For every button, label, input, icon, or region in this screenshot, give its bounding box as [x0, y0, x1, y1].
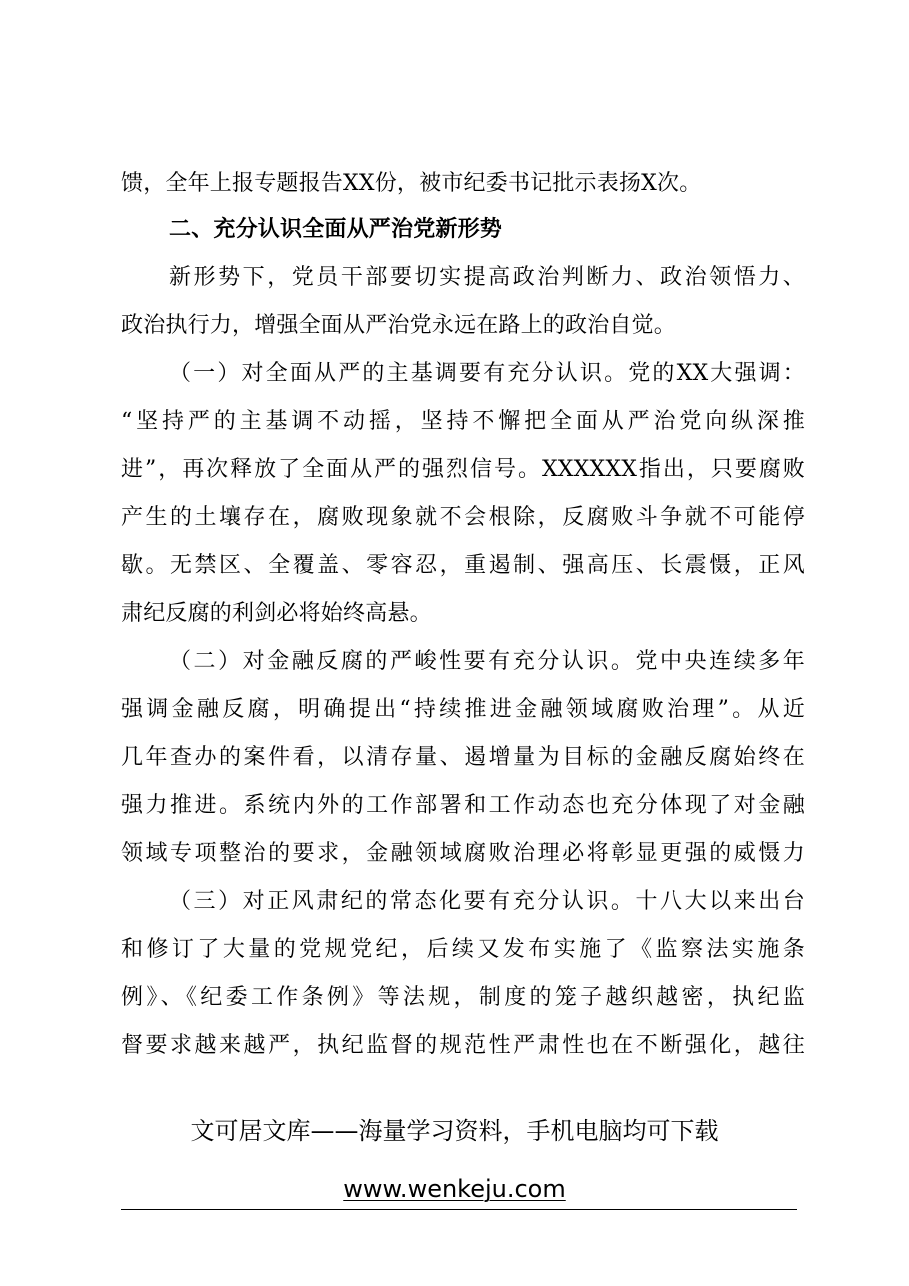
body-line: 馈，全年上报专题报告XX份，被市纪委书记批示表扬X次。 [121, 171, 702, 196]
body-line: 歇。无禁区、全覆盖、零容忍，重遏制、强高压、长震慑，正风 [121, 553, 805, 578]
body-line: （三）对正风肃纪的常态化要有充分认识。十八大以来出台 [169, 889, 805, 914]
body-line: 督要求越来越严，执纪监督的规范性严肃性也在不断强化，越往 [121, 1033, 805, 1058]
body-line: 例》、《纪委工作条例》等法规，制度的笼子越织越密，执纪监 [121, 985, 805, 1010]
body-line: 新形势下，党员干部要切实提高政治判断力、政治领悟力、 [169, 265, 805, 290]
body-line: “坚持严的主基调不动摇，坚持不懈把全面从严治党向纵深推 [121, 409, 805, 434]
footer-url-link[interactable]: www.wenkeju.com [343, 1175, 566, 1203]
body-line: 和修订了大量的党规党纪，后续又发布实施了《监察法实施条 [121, 937, 805, 962]
body-line: 几年查办的案件看，以清存量、遏增量为目标的金融反腐始终在 [121, 745, 805, 770]
body-line: 肃纪反腐的利剑必将始终高悬。 [121, 601, 432, 626]
body-line: 产生的土壤存在，腐败现象就不会根除，反腐败斗争就不可能停 [121, 505, 805, 530]
body-line: 强调金融反腐，明确提出“持续推进金融领域腐败治理”。从近 [121, 697, 805, 722]
body-line: 领域专项整治的要求，金融领域腐败治理必将彰显更强的威慑力 [121, 841, 805, 866]
body-line: 政治执行力，增强全面从严治党永远在路上的政治自觉。 [121, 313, 677, 338]
body-line: 强力推进。系统内外的工作部署和工作动态也充分体现了对金融 [121, 793, 805, 818]
body-line: 进”，再次释放了全面从严的强烈信号。XXXXXX指出，只要腐败 [121, 457, 805, 482]
body-line: （二）对金融反腐的严峻性要有充分认识。党中央连续多年 [169, 649, 805, 674]
section-heading: 二、充分认识全面从严治党新形势 [169, 217, 503, 242]
footer-title: 文可居文库——海量学习资料，手机电脑均可下载 [190, 1117, 719, 1145]
footer-divider [121, 1209, 797, 1210]
body-line: （一）对全面从严的主基调要有充分认识。党的XX大强调： [169, 361, 805, 386]
